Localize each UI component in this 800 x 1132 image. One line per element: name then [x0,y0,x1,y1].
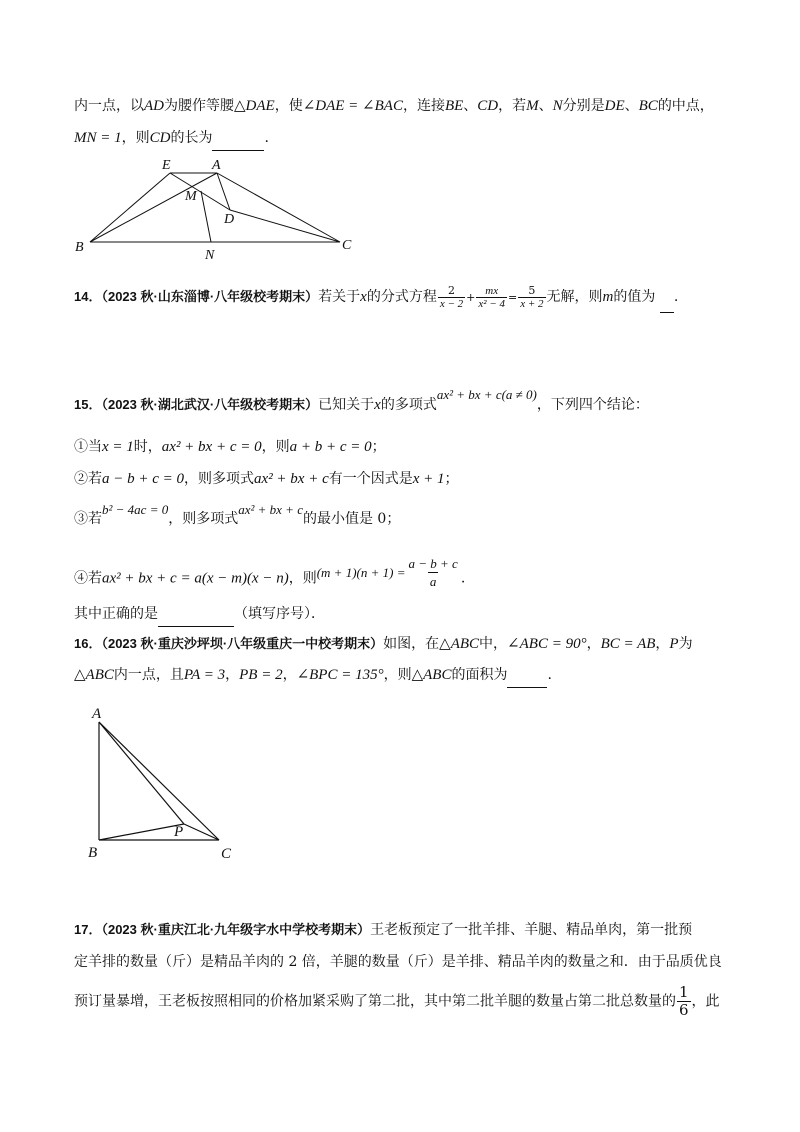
answer-blank [507,667,547,688]
label-c: C [342,238,352,253]
answer-blank [212,130,264,151]
q15-conclusion-2: ②若a − b + c = 0，则多项式ax² + bx + c有一个因式是x + 1； [74,471,459,487]
segment-dc [230,210,340,242]
segment-ed [170,173,230,210]
q15-conclusion-4: ④若ax² + bx + c = a(x − m)(x − n)，则(m + 1)(n + 1) = $\frac{a - b + c}{a}$ . [74,556,466,589]
fraction-one-sixth: $\frac{1}{6}$ [679,983,689,1019]
q15-conclusion-1: ①当x = 1时，ax² + bx + c = 0，则a + b + c = 0； [74,439,386,455]
fraction-2: $\frac{mx}{\text{x² − 4}}$ [478,284,505,310]
label-a: A [92,706,102,722]
fraction-3: $\frac{5}{x + 2}$ [520,283,544,310]
q13-line-2: MN = 1，则CD的长为 . [74,128,269,151]
segment-ac [99,722,219,840]
fraction-c4: $\frac{a - b + c}{a}$ [408,556,458,589]
answer-blank [158,606,234,627]
label-e: E [162,158,171,173]
segment-mn [201,191,211,242]
label-d: D [224,212,235,227]
label-a: A [212,158,221,173]
fraction-1: $\frac{2}{x - 2}$ [439,283,464,310]
q15-conclusion-3: ③若b² − 4ac = 0，则多项式ax² + bx + c的最小值是 0； [74,502,401,527]
question-17-line-3: 预订量暴增，王老板按照相同的价格加紧采购了第二批，其中第二批羊腿的数量占第二批总数量的 $\frac{1}{6}$ ，此 [74,983,720,1019]
label-p: P [174,824,184,840]
question-16-line-2: △ABC内一点，且PA = 3，PB = 2，∠BPC = 135°，则△ABC的面积为 . [74,665,552,688]
label-b: B [88,845,98,861]
question-17-line-1: 17．（2023 秋·重庆江北·九年级字水中学校考期末）王老板预定了一批羊排、羊腿、精品单肉，第一批预 [74,922,693,938]
label-c: C [221,846,232,862]
question-16-line-1: 16．（2023 秋·重庆沙坪坝·八年级重庆一中校考期末）如图，在△ABC中，∠ABC = 90°，BC = AB，P为 [74,636,693,652]
q15-answer-line: 其中正确的是 （填写序号）． [74,604,325,627]
segment-pb [99,824,184,840]
question-14: 14．（2023 秋·山东淄博·八年级校考期末）若关于x的分式方程 $\frac{2}{x - 2}$ + $\frac{mx}{\text{x² − 4}}$ = $\frac{5}{x + 2}$ 无解，则m的值为 . [74,284,678,313]
segment-be [90,173,170,242]
label-b: B [75,240,84,255]
q16-figure [86,700,246,865]
label-m: M [185,189,197,204]
segment-ac [217,173,340,242]
segment-ad [217,173,230,210]
segment-ab [90,173,217,242]
answer-blank [660,286,674,313]
segment-pa [99,722,184,824]
label-n: N [205,248,215,263]
segment-pc [184,824,219,840]
question-17-line-2: 定羊排的数量（斤）是精品羊肉的 2 倍，羊腿的数量（斤）是羊排、精品羊肉的数量之和．由于品质优良 [74,954,722,970]
question-15: 15．（2023 秋·湖北武汉·八年级校考期末）已知关于x的多项式ax² + bx + c(a ≠ 0)，下列四个结论： [74,387,649,413]
q13-figure [70,155,370,265]
q13-line-1: 内一点，以AD为腰作等腰△DAE，使∠DAE = ∠BAC，连接BE、CD，若M、N分别是DE、BC的中点， [74,98,714,114]
